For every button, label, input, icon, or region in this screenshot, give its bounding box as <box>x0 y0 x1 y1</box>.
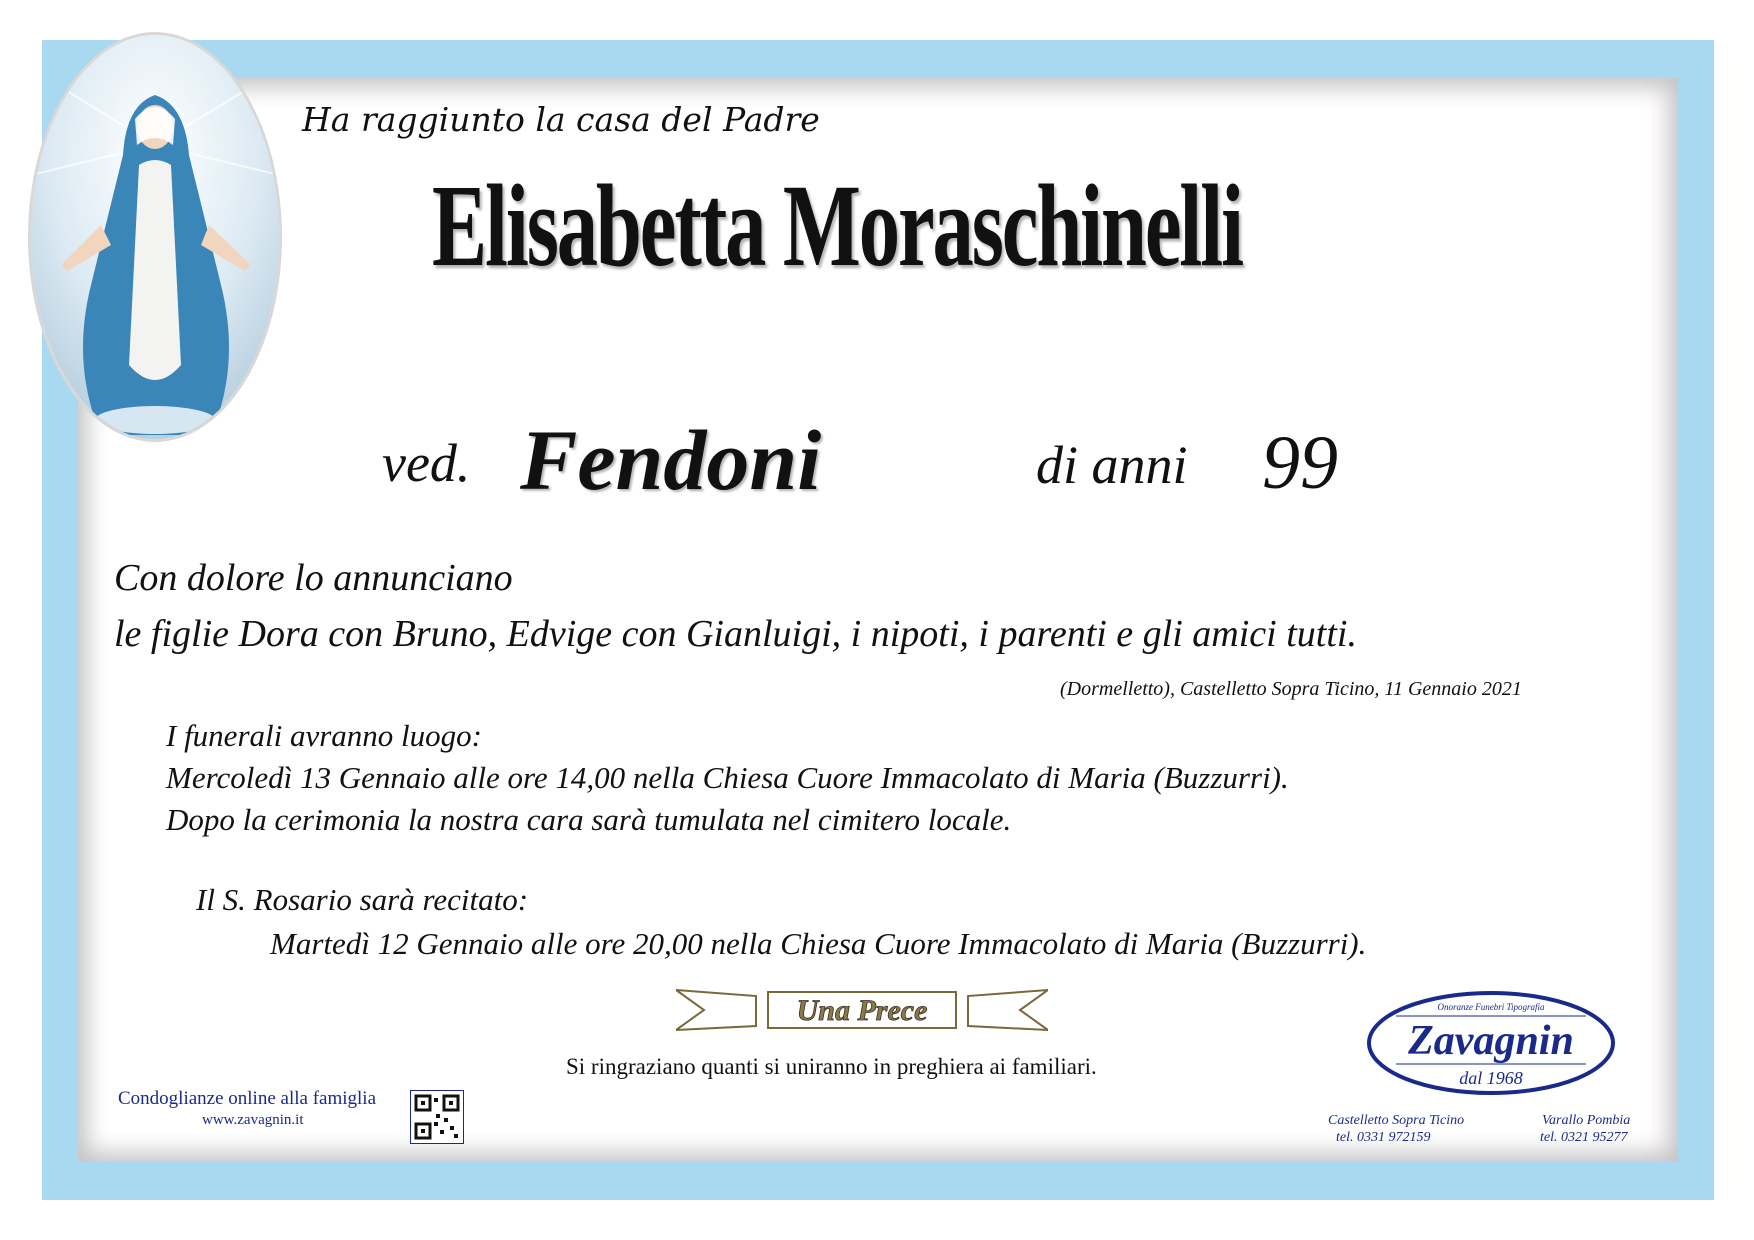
widow-label: ved. <box>382 433 471 493</box>
qr-code-icon[interactable] <box>410 1090 464 1144</box>
funeral-title: I funerali avranno luogo: <box>166 718 482 753</box>
office-1-phone: tel. 0331 972159 <box>1336 1130 1431 1145</box>
thanks-line: Si ringraziano quanti si uniranno in preghiera ai familiari. <box>566 1054 1097 1079</box>
condolences-label: Condoglianze online alla famiglia <box>118 1088 377 1109</box>
logo-since: dal 1968 <box>1459 1068 1523 1088</box>
zavagnin-logo <box>1366 988 1616 1098</box>
rosary-details: Martedì 12 Gennaio alle ore 20,00 nella Chiesa Cuore Immacolato di Maria (Buzzurri). <box>270 926 1367 961</box>
logo-name: Zavagnin <box>1408 1018 1574 1064</box>
burial-details: Dopo la cerimonia la nostra cara sarà tumulata nel cimitero locale. <box>166 802 1012 837</box>
logo-tagline: Onoranze Funebri Tipografia <box>1437 1002 1545 1012</box>
announcement-line-1: Con dolore lo annunciano <box>114 557 513 599</box>
age-value: 99 <box>1262 421 1338 505</box>
age-label: di anni <box>1036 435 1188 495</box>
office-2-city: Varallo Pombia <box>1542 1113 1631 1128</box>
announcement-line-2: le figlie Dora con Bruno, Edvige con Gianluigi, i nipoti, i parenti e gli amici tutti. <box>114 613 1357 655</box>
deceased-name: Elisabetta Moraschinelli <box>432 160 1242 291</box>
married-surname: Fendoni <box>520 412 822 508</box>
prayer-ribbon-label: Una Prece <box>796 994 928 1027</box>
intro-line: Ha raggiunto la casa del Padre <box>302 100 820 139</box>
rosary-title: Il S. Rosario sarà recitato: <box>196 882 529 917</box>
place-date: (Dormelletto), Castelletto Sopra Ticino, 11 Gennaio 2021 <box>1060 678 1522 700</box>
website-link[interactable]: www.zavagnin.it <box>202 1112 304 1128</box>
funeral-details: Mercoledì 13 Gennaio alle ore 14,00 nella Chiesa Cuore Immacolato di Maria (Buzzurri). <box>166 760 1289 795</box>
virgin-mary-oval-icon <box>28 32 282 442</box>
office-2-phone: tel. 0321 95277 <box>1540 1130 1628 1145</box>
prayer-ribbon <box>676 986 1048 1034</box>
office-1-city: Castelletto Sopra Ticino <box>1328 1113 1465 1128</box>
